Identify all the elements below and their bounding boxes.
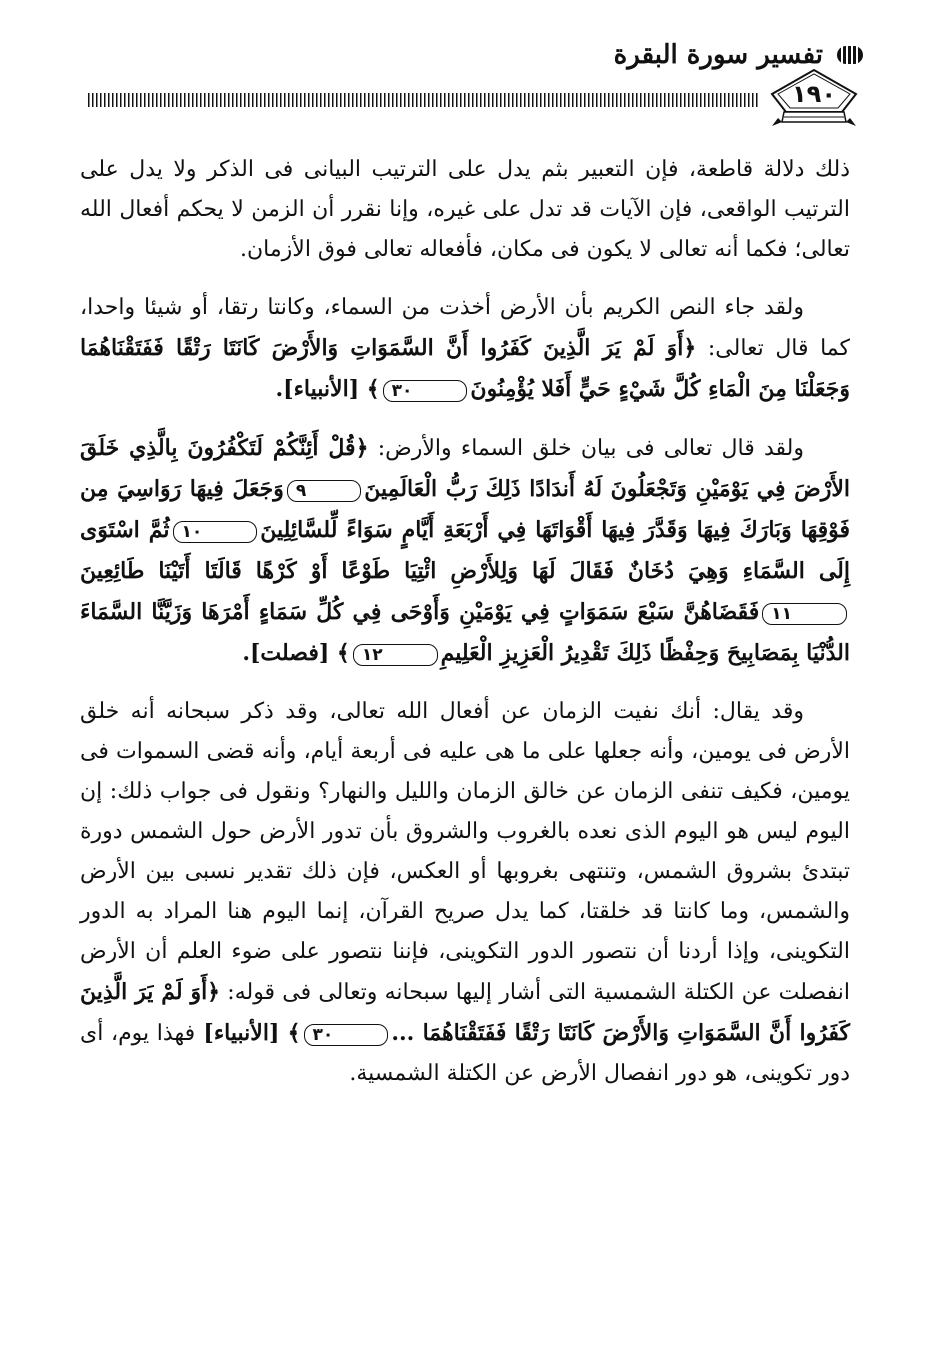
- quran-verse-text: ﴾ [فصلت].: [242, 640, 350, 666]
- ayah-number-marker: ١٢: [353, 644, 438, 666]
- body-text: وقد يقال: أنك نفيت الزمان عن أفعال الله تعالى، وقد ذكر سبحانه أنه خلق الأرض فى يومين، وأنه جعلها على ما هى عليه فى أربعة أيام، وأنه قضى السموات فى يومين، فكيف تنفى الزمان عن خالق الزمان والليل والنهار؟ ونقول فى جواب ذلك: إن اليوم ليس هو اليوم الذى نعده بالغروب والشروق بأن تدور الأرض حول الشمس دورة تبتدئ بشروق الشمس، وتنتهى بغروبها أو العكس، فإن ذلك تقدير نسبى بين الأرض والشمس، وما كانتا قد خلقتا، كما يدل صريح القرآن، إنما اليوم هنا المراد به الدور التكوينى، وإذا أردنا أن نتصور الدور التكوينى، فإننا نتصور على ضوء العلم أن الأرض انفصلت عن الكتلة الشمسية التى أشار إليها سبحانه وتعالى فى قوله:: [80, 699, 850, 1005]
- body-text: فهذا يوم، أى دور تكوينى، هو دور انفصال الأرض عن الكتلة الشمسية.: [80, 1021, 850, 1086]
- paragraph-4: [80, 692, 850, 1094]
- ayah-number-marker: ١٠: [173, 521, 258, 543]
- ayah-number-marker: ١١: [762, 603, 847, 625]
- body-text: ولقد قال تعالى فى بيان خلق السماء والأرض:: [368, 436, 804, 461]
- body-text: ذلك دلالة قاطعة، فإن التعبير بثم يدل على الترتيب البيانى فى الذكر ولا يدل على الترتيب الواقعى، فإن الآيات قد تدل على غيره، وإنا نقرر أن الزمن لا يحكم أفعال الله تعالى؛ فكما أنه تعالى لا يكون فى مكان، فأفعاله تعالى فوق الأزمان.: [80, 157, 850, 262]
- quran-verse-text: ﴾ [الأنبياء].: [275, 376, 380, 402]
- header-rule: [88, 93, 758, 107]
- page-number-badge: [768, 68, 860, 128]
- quran-verse-text: ﴿أَوَ لَمْ يَرَ الَّذِينَ كَفَرُوا أَنَّ السَّمَوَاتِ وَالأَرْضَ كَانَتَا رَتْقًا فَفَتَقْنَاهُمَا ...: [80, 979, 850, 1046]
- page-number: ١٩٠: [792, 80, 836, 108]
- body-text: ولقد جاء النص الكريم بأن الأرض أخذت من السماء، وكانتا رتقا، أو شيئا واحدا، كما قال تعالى:: [80, 295, 850, 361]
- ayah-number-marker: ٣٠: [304, 1024, 389, 1046]
- ornament-icon: [835, 42, 865, 68]
- paragraph-2: [80, 288, 850, 410]
- quran-verse-text: فَقَضَاهُنَّ سَبْعَ سَمَوَاتٍ فِي يَوْمَيْنِ وَأَوْحَى فِي كُلِّ سَمَاءٍ أَمْرَهَا وَزَيَّنَّا السَّمَاءَ الدُّنْيَا بِمَصَابِيحَ وَحِفْظًا ذَلِكَ تَقْدِيرُ الْعَزِيزِ الْعَلِيمِ: [80, 599, 850, 666]
- quran-verse-text: وَجَعَلَ فِيهَا رَوَاسِيَ مِن فَوْقِهَا وَبَارَكَ فِيهَا وَقَدَّرَ فِيهَا أَقْوَاتَهَا فِي أَرْبَعَةِ أَيَّامٍ سَوَاءً لِّلسَّائِلِينَ: [80, 476, 851, 543]
- quran-verse-text: ﴾ [الأنبياء]: [195, 1020, 301, 1046]
- running-header: [614, 40, 865, 70]
- paragraph-1: [80, 150, 850, 270]
- page-body: [80, 150, 850, 1112]
- quran-verse-text: ثُمَّ اسْتَوَى إِلَى السَّمَاءِ وَهِيَ دُخَانٌ فَقَالَ لَهَا وَلِلأَرْضِ ائْتِيَا طَوْعًا أَوْ كَرْهًا قَالَتَا أَتَيْنَا طَائِعِينَ: [80, 517, 850, 584]
- ayah-number-marker: ٣٠: [383, 380, 468, 402]
- ayah-number-marker: ٩: [287, 480, 361, 502]
- header-title: تفسير سورة البقرة: [613, 40, 823, 70]
- quran-verse-text: ﴿أَوَ لَمْ يَرَ الَّذِينَ كَفَرُوا أَنَّ السَّمَوَاتِ وَالأَرْضَ كَانَتَا رَتْقًا فَفَتَقْنَاهُمَا وَجَعَلْنَا مِنَ الْمَاءِ كُلَّ شَيْءٍ حَيٍّ أَفَلا يُؤْمِنُونَ: [80, 335, 850, 402]
- paragraph-3: [80, 428, 850, 674]
- quran-verse-text: ﴿قُلْ أَئِنَّكُمْ لَتَكْفُرُونَ بِالَّذِي خَلَقَ الأَرْضَ فِي يَوْمَيْنِ وَتَجْعَلُونَ لَهُ أَندَادًا ذَلِكَ رَبُّ الْعَالَمِينَ: [80, 435, 851, 502]
